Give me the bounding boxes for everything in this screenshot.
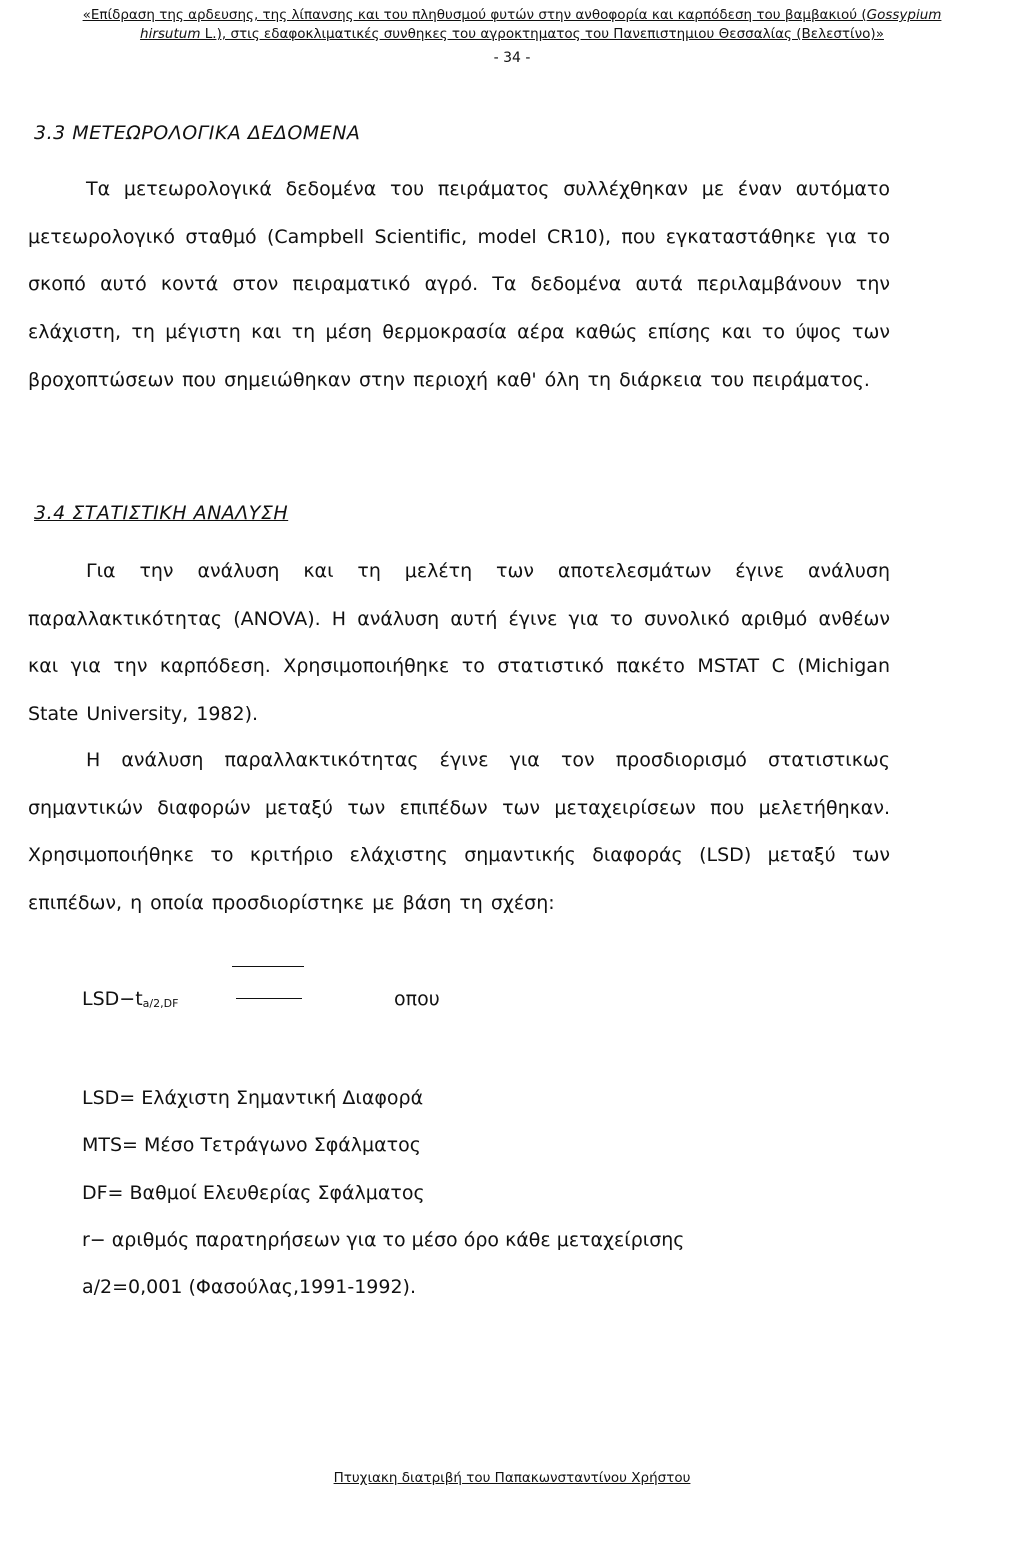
formula-where-label: οπου: [394, 988, 440, 1010]
definition-item: MTS= Μέσο Τετράγωνο Σφάλματος: [82, 1134, 421, 1157]
header-line-2: [24, 25, 1000, 44]
header-location-text: L.), στις εδαφοκλιματικές συνθηκες του αγροκτηματος του Πανεπιστημιου Θεσσαλίας (Βελεστίνο)»: [200, 26, 884, 42]
header-title-text: «Επίδραση της αρδευσης, της λίπανσης και του πληθυσμού φυτών στην ανθοφορία και καρπόδεση του βαμβακιού (: [82, 7, 867, 23]
section-3-4-heading: 3.4 ΣΤΑΤΙΣΤΙΚΗ ΑΝΑΛΥΣΗ: [34, 502, 289, 524]
header-species: hirsutum: [140, 26, 201, 42]
definition-item: DF= Βαθμοί Ελευθερίας Σφάλματος: [82, 1181, 425, 1204]
running-header: [24, 6, 1000, 44]
formula-fraction-bar-top: [232, 966, 304, 967]
section-3-4-paragraph-2: Η ανάλυση παραλλακτικότητας έγινε για τον προσδιορισμό στατιστικως σημαντικών διαφορών μεταξύ των επιπέδων των μεταχειρίσεων που μελετήθηκαν. Χρησιμοποιήθηκε το κριτήριο ελάχιστης σημαντικής διαφοράς (LSD) μεταξύ των επιπέδων, η οποία προσδιορίστηκε με βάση τη σχέση:: [28, 749, 890, 915]
section-3-4-paragraph-1: Για την ανάλυση και τη μελέτη των αποτελεσμάτων έγινε ανάλυση παραλλακτικότητας (ANOVA). Η ανάλυση αυτή έγινε για το συνολικό αριθμό ανθέων και για την καρπόδεση. Χρησιμοποιήθηκε το στατιστικό πακέτο MSTAT C (Michigan State University, 1982).: [28, 560, 890, 726]
page-footer: Πτυχιακη διατριβή του Παπακωνσταντίνου Χρήστου: [333, 1470, 691, 1486]
definition-item: r− αριθμός παρατηρήσεων για το μέσο όρο κάθε μεταχείρισης: [82, 1228, 685, 1251]
formula-subscript: a/2,DF: [142, 997, 179, 1010]
header-line-1: [24, 6, 1000, 25]
definition-item: a/2=0,001 (Φασούλας,1991-1992).: [82, 1276, 417, 1299]
lsd-formula: [82, 970, 582, 1030]
section-3-3-paragraph: Τα μετεωρολογικά δεδομένα του πειράματος συλλέχθηκαν με έναν αυτόματο μετεωρολογικό σταθμό (Campbell Scientific, model CR10), που εγκαταστάθηκε για το σκοπό αυτό κοντά στον πειραματικό αγρό. Τα δεδομένα αυτά περιλαμβάνουν την ελάχιστη, τη μέγιστη και τη μέση θερμοκρασία αέρα καθώς επίσης και το ύψος των βροχοπτώσεων που σημειώθηκαν στην περιοχή καθ' όλη τη διάρκεια του πειράματος.: [28, 178, 890, 391]
formula-lhs-text: LSD−t: [82, 988, 143, 1010]
definition-item: LSD= Ελάχιστη Σημαντική Διαφορά: [82, 1087, 424, 1109]
page-number: - 34 -: [493, 50, 531, 66]
section-3-3-heading: 3.3 ΜΕΤΕΩΡΟΛΟΓΙΚΑ ΔΕΔΟΜΕΝΑ: [34, 122, 361, 144]
formula-fraction-bar: [236, 998, 302, 999]
formula-lhs: [82, 988, 178, 1010]
header-genus: Gossypium: [866, 7, 942, 23]
definitions-list: [82, 1075, 684, 1311]
